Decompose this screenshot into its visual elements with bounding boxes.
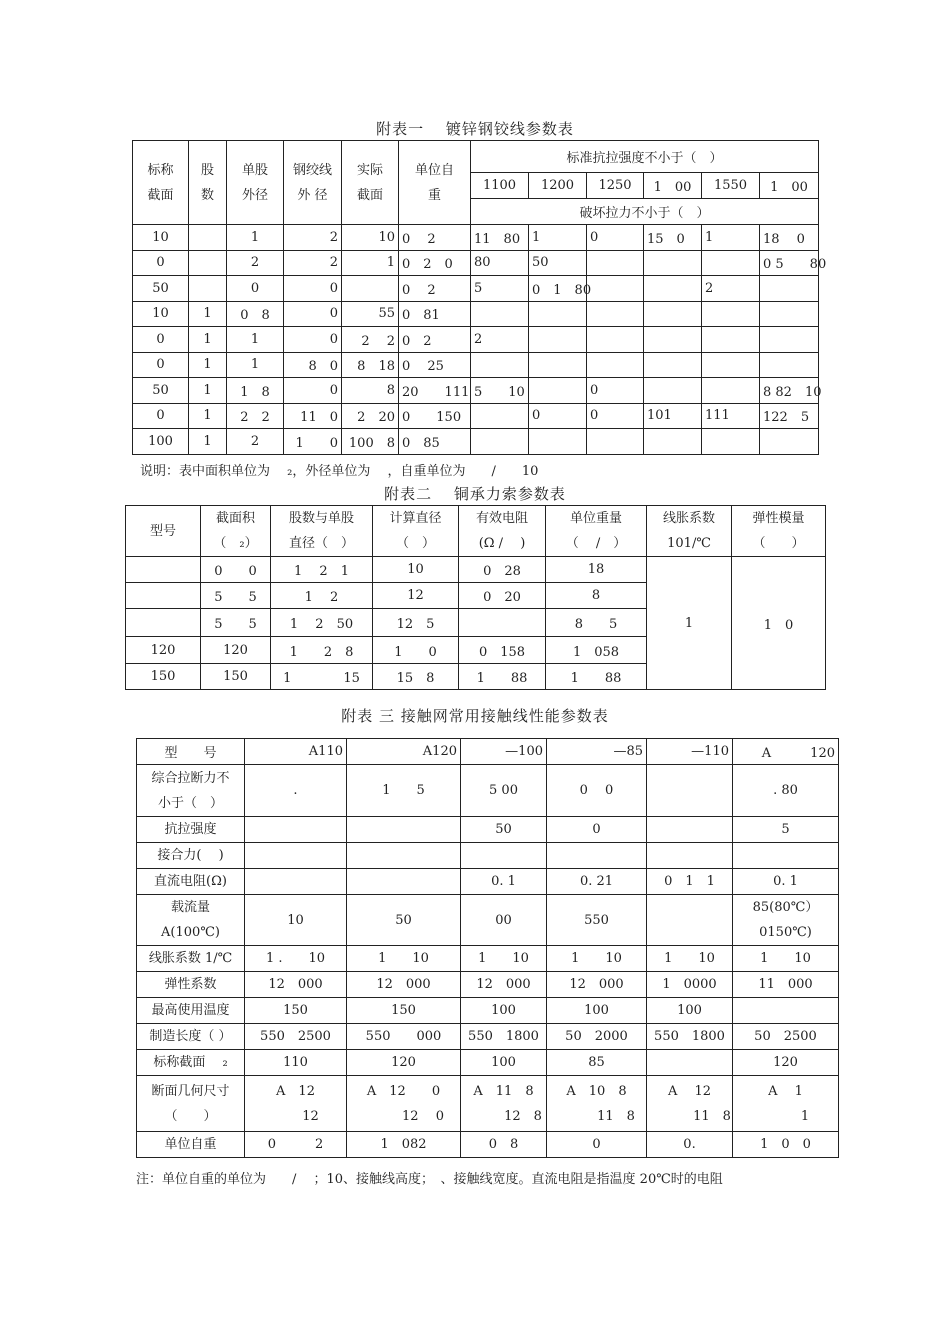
t1-cell: 1 [189,327,227,353]
t3-cell [647,817,733,843]
t1-header-nominal-section: 标称 截面 [133,141,189,225]
t3-cell [647,1050,733,1076]
t3-header-type: A120 [347,739,461,765]
table-row [133,403,819,429]
t2-cell [126,583,201,609]
t1-cell: 1 8 [227,378,284,404]
t2-header-unit-weight: 单位重量 （ / ） [546,506,647,557]
t1-cell: 0 150 [399,403,471,429]
t3-cell [347,817,461,843]
t1-cell: 1 [189,301,227,327]
table-row [137,1024,839,1050]
t1-header-unit-weight: 单位自 重 [399,141,471,225]
t1-cell: 0 8 [227,301,284,327]
t3-cell: 12 000 [245,972,347,998]
t1-cell: 0 2 0 [399,250,471,276]
t3-cell: 85(80℃） 0150℃) [733,895,839,946]
t1-cell: 0 2 [399,276,471,302]
t1-cell: 10 [133,301,189,327]
t1-header-breaking: 破坏拉力不小于（ ） [471,199,819,225]
t3-cell [733,843,839,869]
t1-cell: 50 [133,378,189,404]
t1-cell: 122 5 [760,403,819,429]
t1-cell: 0 [133,352,189,378]
t1-cell: 50 [133,276,189,302]
t1-cell: 1 [189,352,227,378]
table-row [133,327,819,353]
t2-cell: 1 2 1 [271,557,373,583]
t2-cell [126,557,201,583]
t1-cell [644,352,702,378]
t3-cell: 550 1800 [647,1024,733,1050]
t3-cell [647,843,733,869]
t1-cell: 11 0 [284,403,342,429]
t1-cell: 2 20 [342,403,399,429]
t3-cell: 50 2000 [547,1024,647,1050]
t2-merged-expansion: 1 [647,557,732,690]
t3-cell: 0 1 1 [647,869,733,895]
t1-cell [587,352,644,378]
t1-header-actual-section: 实际 截面 [342,141,399,225]
t1-cell: 101 [644,403,702,429]
t1-cell [760,276,819,302]
t3-cell [733,998,839,1024]
t1-cell [471,301,529,327]
t1-cell [760,352,819,378]
t3-cell: 12 000 [347,972,461,998]
t3-cell [347,843,461,869]
t1-cell: 80 [471,250,529,276]
t3-cell: 0. 21 [547,869,647,895]
t1-body [133,225,827,455]
table3 [136,738,839,1158]
t2-cell: 1 88 [546,664,647,690]
t1-cell: 1 0 [284,429,342,455]
t1-cell [587,276,644,302]
t2-header-section-area: 截面积 （ ₂） [201,506,271,557]
t1-cell [644,429,702,455]
table1 [132,140,827,455]
t1-cell: 2 2 [227,403,284,429]
t1-cell [189,276,227,302]
t3-cell: 550 000 [347,1024,461,1050]
t2-cell: 1 058 [546,637,647,664]
t1-cell: 0 [227,276,284,302]
t3-row-label: 最高使用温度 [137,998,245,1024]
t3-cell [347,869,461,895]
t2-header-modulus: 弹性模量 （ ） [732,506,826,557]
t2-header-resistance: 有效电阻 (Ω / ) [459,506,546,557]
t2-cell: 8 5 [546,609,647,637]
t2-cell: 0 0 [201,557,271,583]
t2-cell: 1 2 50 [271,609,373,637]
t1-cell [644,301,702,327]
t3-cell [647,765,733,817]
t1-cell: 0 [133,327,189,353]
t2-cell: 150 [126,664,201,690]
t1-cell: 0 1 80 [529,276,587,302]
t2-cell: 8 [546,583,647,609]
t3-cell: 1 10 [461,946,547,972]
t1-cell: 1 [227,225,284,251]
t2-cell: 150 [201,664,271,690]
t1-cell: 0 [529,403,587,429]
t1-cell [471,429,529,455]
t3-cell: 5 00 [461,765,547,817]
t3-cell: 5 [733,817,839,843]
t1-cell [342,276,399,302]
t1-cell: 1 [342,250,399,276]
t3-cell: A 12 12 [245,1076,347,1132]
t3-cell: 1 082 [347,1132,461,1158]
t3-cell: 50 [347,895,461,946]
t3-row-label: 直流电阻(Ω) [137,869,245,895]
t1-cell: 1 [189,403,227,429]
t1-cell [760,429,819,455]
t1-cell: 0 [587,225,644,251]
table-row [133,352,819,378]
t3-row-label: 单位自重 [137,1132,245,1158]
t1-cell [760,301,819,327]
table3-note: 注：单位自重的单位为 / ；10、接触线高度； 、接触线宽度。直流电阻是指温度 20℃时的电阻 [136,1172,723,1187]
t3-cell: 0 [547,817,647,843]
t3-cell: 12 000 [547,972,647,998]
t3-cell: 85 [547,1050,647,1076]
t1-cell: 8 [342,378,399,404]
t3-cell: 1 0 0 [733,1132,839,1158]
t1-cell [644,276,702,302]
t1-grade: 1 00 [644,173,702,199]
t3-cell: 1 5 [347,765,461,817]
t2-cell: 1 2 [271,583,373,609]
table-row [137,765,839,817]
t2-cell [459,609,546,637]
t2-cell: 0 158 [459,637,546,664]
t1-cell: 0 [587,378,644,404]
t3-row-label: 综合拉断力不 小于（ ） [137,765,245,817]
t1-cell: 2 [284,250,342,276]
t3-cell: 50 [461,817,547,843]
table-row [137,869,839,895]
t1-cell [189,250,227,276]
t3-cell: 0. 1 [733,869,839,895]
t3-cell: 150 [245,998,347,1024]
t3-row-label: 弹性系数 [137,972,245,998]
t2-cell: 1 88 [459,664,546,690]
t1-cell [189,225,227,251]
table-row [137,817,839,843]
t3-cell: 150 [347,998,461,1024]
t1-cell: 11 80 [471,225,529,251]
t1-cell [587,429,644,455]
table-row [133,276,819,302]
t2-header-strands: 股数与单股 直径（ ） [271,506,373,557]
t1-cell [471,403,529,429]
t1-cell: 1 [227,327,284,353]
t3-body [137,765,839,1158]
t1-cell [702,352,760,378]
t3-row-label: 接合力( ) [137,843,245,869]
t3-cell: 50 2500 [733,1024,839,1050]
t3-cell: 100 [461,1050,547,1076]
t1-grade: 1550 [702,173,760,199]
t1-cell: 5 [471,276,529,302]
t1-cell: 20 111 [399,378,471,404]
t3-cell [547,843,647,869]
table2-title: 附表二 铜承力索参数表 [384,485,566,503]
t3-header-type: A 120 [733,739,839,765]
t1-cell [529,378,587,404]
table2 [125,505,826,690]
t1-cell: 2 2 [342,327,399,353]
t3-row-label: 载流量 A(100℃) [137,895,245,946]
t2-cell: 120 [126,637,201,664]
t1-cell: 1 [702,225,760,251]
table-row [137,843,839,869]
table1-title: 附表一 镀锌钢铰线参数表 [376,120,574,138]
t2-header-expansion: 线胀系数 101/℃ [647,506,732,557]
t3-cell: A 1 1 [733,1076,839,1132]
t3-cell: 1 0000 [647,972,733,998]
t1-cell: 0 2 [399,225,471,251]
t1-header-strands: 股 数 [189,141,227,225]
t1-cell: 0 25 [399,352,471,378]
t1-cell: 8 82 10 [760,378,819,404]
t1-cell [587,301,644,327]
t3-cell: 0. [647,1132,733,1158]
t3-cell: A 12 11 8 [647,1076,733,1132]
t3-row-label: 抗拉强度 [137,817,245,843]
t2-cell: 1 15 [271,664,373,690]
t1-cell [587,250,644,276]
t1-cell: 5 10 [471,378,529,404]
t3-cell: . [245,765,347,817]
t1-cell [587,327,644,353]
t2-cell: 12 5 [373,609,459,637]
t1-cell [529,352,587,378]
t3-cell [245,869,347,895]
t3-cell: 0. 1 [461,869,547,895]
t1-cell: 1 [529,225,587,251]
t1-cell: 0 [133,403,189,429]
t3-header-type: A110 [245,739,347,765]
t1-cell [529,301,587,327]
t1-cell: 0 [284,327,342,353]
t1-cell: 18 0 [760,225,819,251]
t3-cell: 1 10 [547,946,647,972]
t3-cell [647,895,733,946]
t1-cell: 8 18 [342,352,399,378]
table-row [133,250,819,276]
table-row [133,429,819,455]
t1-cell [702,327,760,353]
t3-cell [245,817,347,843]
table-row [133,225,819,251]
t1-cell: 8 0 [284,352,342,378]
t3-cell: 11 000 [733,972,839,998]
t3-cell: 110 [245,1050,347,1076]
t3-cell: A 12 0 12 0 [347,1076,461,1132]
t1-cell [471,352,529,378]
t3-cell: 100 [461,998,547,1024]
t1-cell: 50 [529,250,587,276]
t1-cell: 2 [284,225,342,251]
table-row [137,998,839,1024]
t1-cell [529,327,587,353]
t1-cell [644,327,702,353]
t3-cell: 120 [347,1050,461,1076]
t2-cell: 12 [373,583,459,609]
t3-cell: 100 [547,998,647,1024]
t3-cell: 0 2 [245,1132,347,1158]
t3-cell: 0 [547,1132,647,1158]
t1-cell: 100 [133,429,189,455]
t3-cell: 10 [245,895,347,946]
t1-cell: 2 [227,250,284,276]
t1-cell [644,250,702,276]
t1-grade: 1200 [529,173,587,199]
t3-cell: A 11 8 12 8 [461,1076,547,1132]
t1-cell [529,429,587,455]
t1-cell [760,327,819,353]
t3-cell: 0 0 [547,765,647,817]
t3-row-label: 线胀系数 1/℃ [137,946,245,972]
t3-cell: 120 [733,1050,839,1076]
t3-cell: 12 000 [461,972,547,998]
t1-cell: 0 [284,301,342,327]
t3-cell: 1 . 10 [245,946,347,972]
table-row [137,895,839,946]
t3-header-model: 型 号 [137,739,245,765]
t2-cell: 5 5 [201,583,271,609]
t1-cell: 10 [342,225,399,251]
table1-note: 说明：表中面积单位为 ₂，外径单位为 ，自重单位为 / 10 [140,464,539,479]
t1-cell: 10 [133,225,189,251]
table-row [137,1050,839,1076]
t1-cell: 0 [133,250,189,276]
t2-cell: 0 28 [459,557,546,583]
table-row [137,972,839,998]
t3-cell: 1 10 [347,946,461,972]
t1-cell [702,378,760,404]
t3-cell: 550 1800 [461,1024,547,1050]
t3-row-label: 标称截面 ₂ [137,1050,245,1076]
t1-cell: 2 [702,276,760,302]
t3-row-label: 断面几何尺寸 （ ） [137,1076,245,1132]
t1-header-strand-od: 钢绞线 外 径 [284,141,342,225]
t3-cell [245,843,347,869]
t2-cell: 10 [373,557,459,583]
t2-cell [126,609,201,637]
t1-cell [702,301,760,327]
t1-cell: 55 [342,301,399,327]
t3-cell: 1 10 [647,946,733,972]
t2-cell: 120 [201,637,271,664]
t2-merged-modulus: 1 0 [732,557,826,690]
t3-cell [461,843,547,869]
t2-header-model: 型号 [126,506,201,557]
table-row [137,1132,839,1158]
t1-cell: 100 8 [342,429,399,455]
t1-cell: 0 81 [399,301,471,327]
table-row [137,946,839,972]
t1-grade: 1 00 [760,173,819,199]
t1-cell: 2 [227,429,284,455]
t1-cell: 0 [284,378,342,404]
t1-cell: 2 [471,327,529,353]
t2-cell: 1 2 8 [271,637,373,664]
t2-header-calc-diameter: 计算直径 （ ） [373,506,459,557]
t1-cell: 0 2 [399,327,471,353]
t3-header-type: —110 [647,739,733,765]
table-row [133,378,819,404]
t1-cell: 0 [284,276,342,302]
t3-cell: 1 10 [733,946,839,972]
t1-cell: 0 [587,403,644,429]
t3-cell: 0 8 [461,1132,547,1158]
t1-cell: 1 [227,352,284,378]
t3-cell: 550 [547,895,647,946]
t1-cell [644,378,702,404]
t3-header-type: —100 [461,739,547,765]
t1-cell [702,429,760,455]
t3-cell: 00 [461,895,547,946]
t1-cell [702,250,760,276]
t1-grade: 1250 [587,173,644,199]
t1-header-strength: 标准抗拉强度不小于（ ） [471,141,819,173]
t1-cell: 1 [189,378,227,404]
t2-cell: 1 0 [373,637,459,664]
t1-header-strand-diameter: 单股 外径 [227,141,284,225]
t1-cell: 1 [189,429,227,455]
table3-title: 附表 三 接触网常用接触线性能参数表 [341,707,609,725]
t2-cell: 0 20 [459,583,546,609]
t2-cell: 15 8 [373,664,459,690]
t3-header-type: —85 [547,739,647,765]
table-row [137,1076,839,1132]
t1-cell: 0 85 [399,429,471,455]
t3-cell: . 80 [733,765,839,817]
t2-cell: 18 [546,557,647,583]
table-row [133,301,819,327]
t3-cell: 100 [647,998,733,1024]
t1-cell: 0 5 80 [760,250,819,276]
t1-cell: 111 [702,403,760,429]
t1-grade: 1100 [471,173,529,199]
t3-cell: 550 2500 [245,1024,347,1050]
t3-row-label: 制造长度（ ） [137,1024,245,1050]
t3-cell: A 10 8 11 8 [547,1076,647,1132]
t2-cell: 5 5 [201,609,271,637]
t1-cell: 15 0 [644,225,702,251]
